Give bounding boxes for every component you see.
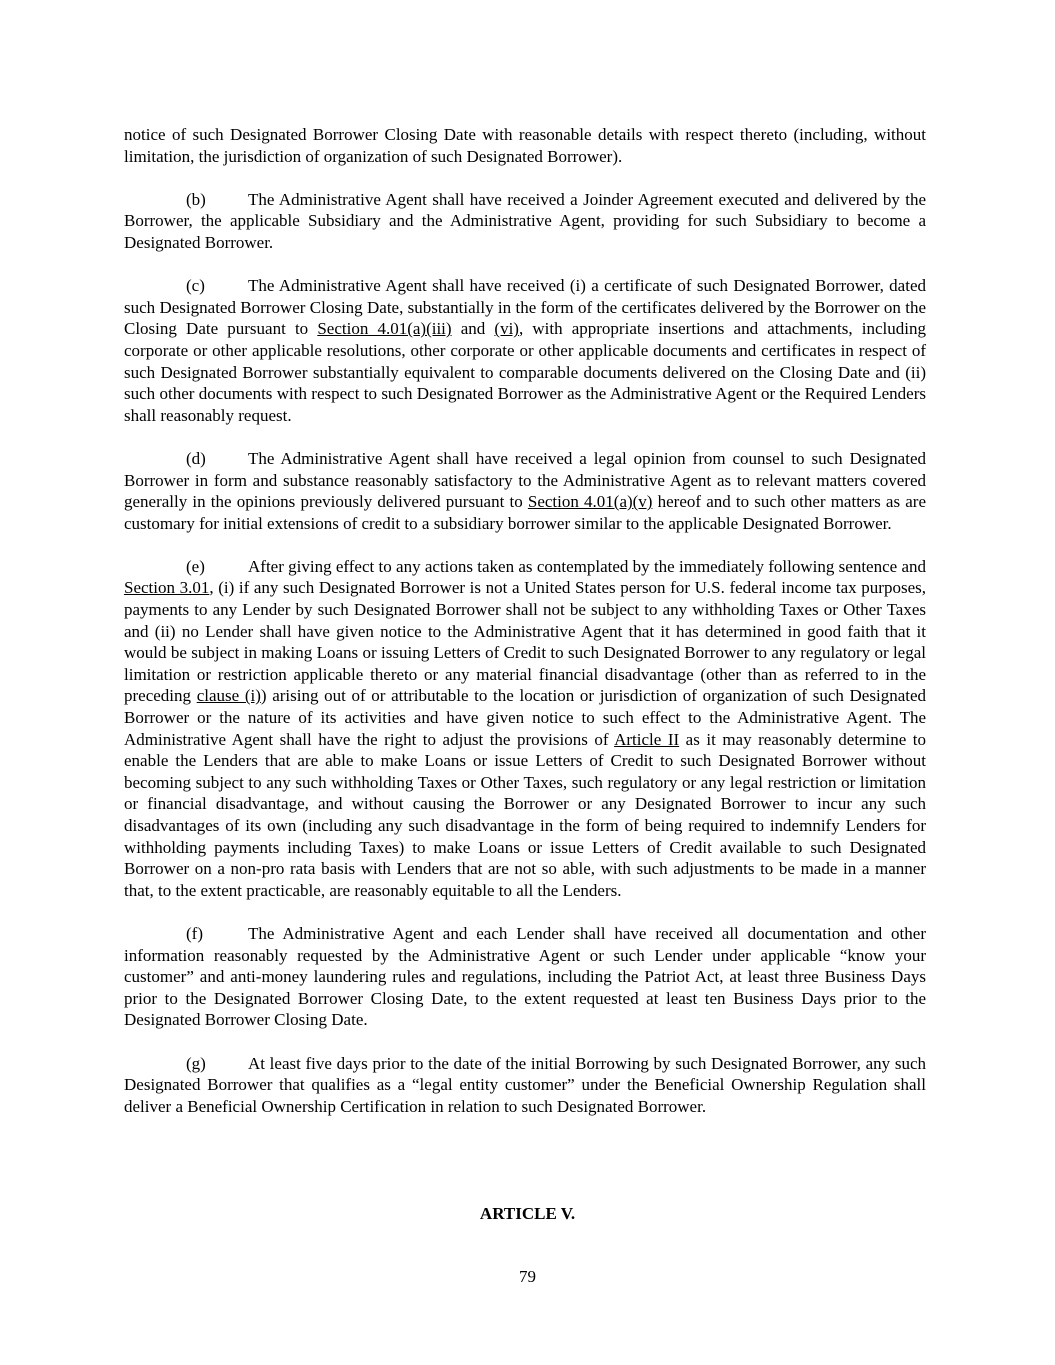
clause-label-b: (b) bbox=[186, 189, 206, 209]
clause-label-f: (f) bbox=[186, 923, 203, 943]
clause-label-d: (d) bbox=[186, 448, 206, 468]
clause-label-g: (g) bbox=[186, 1053, 206, 1073]
cross-reference-article-ii: Article II bbox=[614, 729, 680, 749]
document-body bbox=[124, 124, 926, 1117]
paragraph-d-text-2: hereof and to such other matters as are customary for initial extensions of credit to a subsidiary borrower similar to the applicable Designated Borrower. bbox=[124, 492, 926, 533]
paragraph-c-text-1: The Administrative Agent shall have received (i) a certificate of such Designated Borrower, dated such Designated Borrower Closing Date, substantially in the form of the certificates delivered by the Borrower on the Closing Date pursuant to bbox=[124, 276, 926, 339]
cross-reference-section-3-01: Section 3.01 bbox=[124, 578, 210, 598]
paragraph-e-text-2: , (i) if any such Designated Borrower is not a United States person for U.S. federal income tax purposes, payments to any Lender by such Designated Borrower shall not be subject to any withholding Taxes or Other Taxes and (ii) no Lender shall have given notice to the Administrative Agent that it has determined in good faith that it would be subject in making Loans or issuing Letters of Credit to such Designated Borrower to any regulatory or legal limitation or restriction applicable thereto or any material financial disadvantage (other than as referred to in the preceding bbox=[124, 578, 926, 706]
paragraph-e-text-1: After giving effect to any actions taken as contemplated by the immediately following sentence and bbox=[248, 556, 926, 576]
cross-reference-clause-i: clause (i) bbox=[196, 686, 261, 706]
paragraph-g-text: At least five days prior to the date of the initial Borrowing by such Designated Borrower, any such Designated Borrower that qualifies as a “legal entity customer” under the Beneficial Ownership Regulation shall deliver a Beneficial Ownership Certification in relation to such Designated Borrower. bbox=[124, 1053, 926, 1116]
cross-reference-section-4-01-a-v: Section 4.01(a)(v) bbox=[527, 492, 653, 512]
paragraph-c-text-2: and bbox=[451, 319, 495, 339]
paragraph-g bbox=[124, 1053, 926, 1118]
clause-label-e: (e) bbox=[186, 556, 205, 576]
clause-label-c: (c) bbox=[186, 276, 205, 296]
paragraph-d-text-1: The Administrative Agent shall have received a legal opinion from counsel to such Designated Borrower in form and substance reasonably satisfactory to the Administrative Agent as to relevant matters covered generally in the opinions previously delivered pursuant to bbox=[124, 448, 926, 512]
paragraph-b bbox=[124, 189, 926, 254]
paragraph-d bbox=[124, 448, 926, 534]
page-number: 79 bbox=[519, 1267, 536, 1286]
paragraph-e-text-3: ) arising out of or attributable to the location or jurisdiction of organization of such Designated Borrower or the nature of its activities and have given notice to such effect to the Administrative Agent. The Administrative Agent shall have the right to adjust the provisions of bbox=[124, 686, 927, 749]
paragraph-c bbox=[124, 275, 926, 426]
paragraph-b-text: The Administrative Agent shall have received a Joinder Agreement executed and delivered by the Borrower, the applicable Subsidiary and the Administrative Agent, providing for such Subsidiary to become a Designated Borrower. bbox=[124, 189, 926, 252]
cross-reference-vi: (vi) bbox=[494, 319, 519, 339]
paragraph-f-text: The Administrative Agent and each Lender shall have received all documentation and other information reasonably requested by the Administrative Agent or such Lender under applicable “know your customer” and anti-money laundering rules and regulations, including the Patriot Act, at least three Business Days prior to the Designated Borrower Closing Date, to the extent requested at least ten Business Days prior to the Designated Borrower Closing Date. bbox=[124, 923, 926, 1030]
cross-reference-section-4-01-a-iii: Section 4.01(a)(iii) bbox=[317, 319, 452, 339]
paragraph-f bbox=[124, 923, 926, 1031]
article-heading: ARTICLE V. bbox=[479, 1204, 576, 1223]
paragraph-c-text-3: , with appropriate insertions and attachments, including corporate or other applicable resolutions, other corporate or other applicable documents and certificates in respect of such Designated Borrower substantially equivalent to comparable documents delivered on the Closing Date and (ii) such other documents with respect to such Designated Borrower as the Administrative Agent or the Required Lenders shall reasonably request. bbox=[124, 319, 927, 425]
paragraph-e-text-4: as it may reasonably determine to enable the Lenders that are able to make Loans or issue Letters of Credit to such Designated Borrower without becoming subject to any such withholding Taxes or Other Taxes, such regulatory or any legal restriction or limitation or financial disadvantage, and without causing the Borrower or any Designated Borrower to incur any such disadvantages of its own (including any such disadvantage in the form of being required to indemnify Lenders for withholding payments including Taxes) to make Loans or issue Letters of Credit available to such Designated Borrower on a non-pro rata basis with Lenders that are not so able, with such adjustments to be made in a manner that, to the extent practicable, are reasonably equitable to all the Lenders. bbox=[124, 729, 926, 900]
paragraph-intro: notice of such Designated Borrower Closing Date with reasonable details with respect thereto (including, without limitation, the jurisdiction of organization of such Designated Borrower). bbox=[124, 125, 926, 166]
paragraph-e bbox=[124, 556, 926, 902]
